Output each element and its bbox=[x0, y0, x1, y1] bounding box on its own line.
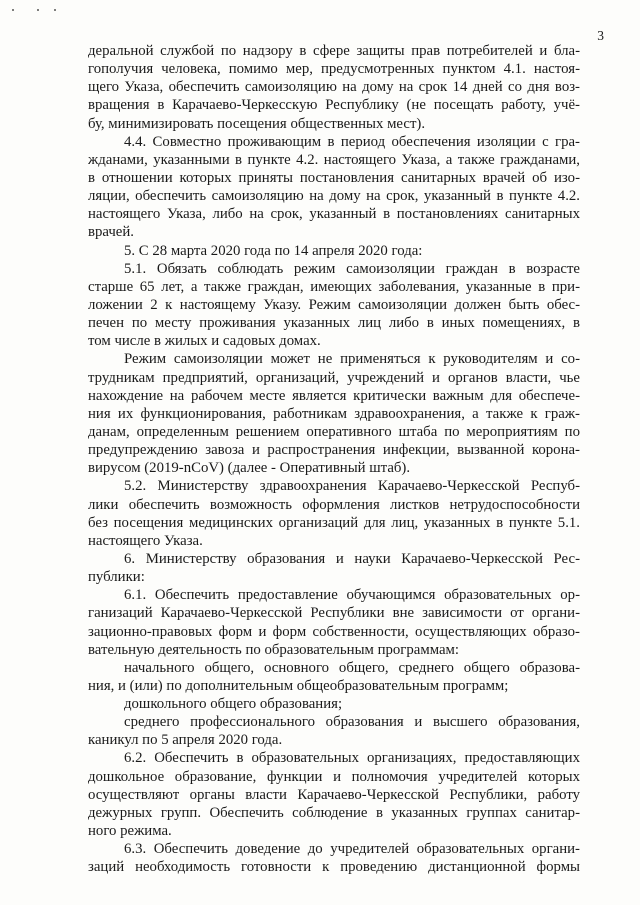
text-line: данам, определенным решением оперативного штаба по мероприятиям по bbox=[88, 423, 580, 440]
text-line: 4.4. Совместно проживающим в период обеспечения изоляции с гра- bbox=[124, 133, 580, 150]
text-line: 6. Министерству образования и науки Карачаево-Черкесской Рес- bbox=[124, 550, 580, 567]
text-line: бу, минимизировать посещения общественных мест). bbox=[88, 115, 426, 132]
text-line: публики: bbox=[88, 569, 145, 586]
text-line: нахождение на рабочем месте является критически важным для обеспече- bbox=[88, 387, 580, 404]
text-line: ганизаций Карачаево-Черкесской Республики вне зависимости от органи- bbox=[88, 605, 580, 622]
text-line: ния, и (или) по дополнительным общеобразовательным программ; bbox=[88, 677, 509, 694]
text-line: ного режима. bbox=[88, 823, 172, 840]
document-body bbox=[88, 42, 580, 876]
text-line: деральной службой по надзору в сфере защиты прав потребителей и бла- bbox=[88, 43, 580, 59]
text-line: ния их функционирования, работникам здравоохранения, а также к граж- bbox=[88, 405, 580, 422]
text-line: начального общего, основного общего, среднего общего образова- bbox=[124, 659, 580, 676]
text-line: настоящего Указа, либо на срок, указанный в постановлениях санитарных bbox=[88, 206, 580, 223]
text-line: 6.1. Обеспечить предоставление обучающимся образовательных ор- bbox=[124, 587, 580, 604]
text-line: дежурных групп. Обеспечить соблюдение в указанных группах санитар- bbox=[88, 804, 580, 821]
page-number: 3 bbox=[597, 28, 604, 43]
text-line: вращения в Карачаево-Черкесскую Республику (не посещать работу, учё- bbox=[88, 97, 580, 114]
text-line: Режим самоизоляции может не применяться к руководителям и со- bbox=[124, 351, 580, 368]
text-line: 5.1. Обязать соблюдать режим самоизоляции граждан в возрасте bbox=[124, 260, 580, 277]
scan-speck bbox=[12, 9, 14, 11]
text-line: без посещения медицинских организаций для лиц, указанных в пункте 5.1. bbox=[88, 514, 580, 531]
text-line: трудникам предприятий, организаций, учреждений и органов власти, чье bbox=[88, 369, 580, 386]
text-line: среднего профессионального образования и высшего образования, bbox=[124, 714, 580, 731]
text-line: дошкольного общего образования; bbox=[124, 696, 343, 713]
text-line: осуществляют органы власти Карачаево-Черкесской Республики, работу bbox=[88, 786, 580, 803]
text-line: 6.2. Обеспечить в образовательных организациях, предоставляющих bbox=[124, 750, 580, 767]
text-line: гополучия человека, помимо мер, предусмотренных пунктом 4.1. настоя- bbox=[88, 61, 580, 78]
text-line: врачей. bbox=[88, 224, 134, 241]
text-line: жданами, указанными в пункте 4.2. настоящего Указа, а также гражданами, bbox=[88, 151, 580, 168]
text-line: 5. С 28 марта 2020 года по 14 апреля 2020 года: bbox=[124, 242, 423, 259]
text-line: каникул по 5 апреля 2020 года. bbox=[88, 732, 283, 749]
text-line: зационно-правовых форм и форм собственности, осуществляющих образо- bbox=[88, 623, 580, 640]
scan-speck bbox=[37, 9, 39, 11]
text-line: 5.2. Министерству здравоохранения Карачаево-Черкесской Респуб- bbox=[124, 478, 580, 495]
text-line: щего Указа, обеспечить самоизоляцию на дому на срок 14 дней со дня воз- bbox=[88, 79, 580, 96]
text-line: 6.3. Обеспечить доведение до учредителей образовательных органи- bbox=[124, 841, 580, 858]
text-line: настоящего Указа. bbox=[88, 532, 203, 549]
text-line: дошкольное образование, функции и полномочия учредителей которых bbox=[88, 768, 580, 785]
text-line: заций необходимость готовности к проведению дистанционной формы bbox=[88, 859, 580, 876]
text-line: предупреждению завоза и распространения инфекции, вызванной корона- bbox=[88, 442, 580, 459]
text-line: вательную деятельность по образовательным программам: bbox=[88, 641, 459, 658]
text-line: том числе в жилых и садовых домах. bbox=[88, 333, 321, 350]
text-line: старше 65 лет, а также граждан, имеющих заболевания, указанные в при- bbox=[88, 278, 580, 295]
text-line: вирусом (2019-nCoV) (далее - Оперативный штаб). bbox=[88, 460, 411, 477]
scan-speck bbox=[54, 9, 56, 11]
text-line: ложении 2 к настоящему Указу. Режим самоизоляции должен быть обес- bbox=[88, 296, 580, 313]
text-line: печен по месту проживания указанных лиц либо в иных помещениях, в bbox=[88, 315, 580, 332]
text-line: лики обеспечить возможность оформления листков нетрудоспособности bbox=[88, 496, 580, 513]
text-line: в отношении которых приняты постановления санитарных врачей об изо- bbox=[88, 169, 580, 186]
text-line: ляции, обеспечить самоизоляцию на дому на срок, указанный в пункте 4.2. bbox=[88, 188, 580, 205]
